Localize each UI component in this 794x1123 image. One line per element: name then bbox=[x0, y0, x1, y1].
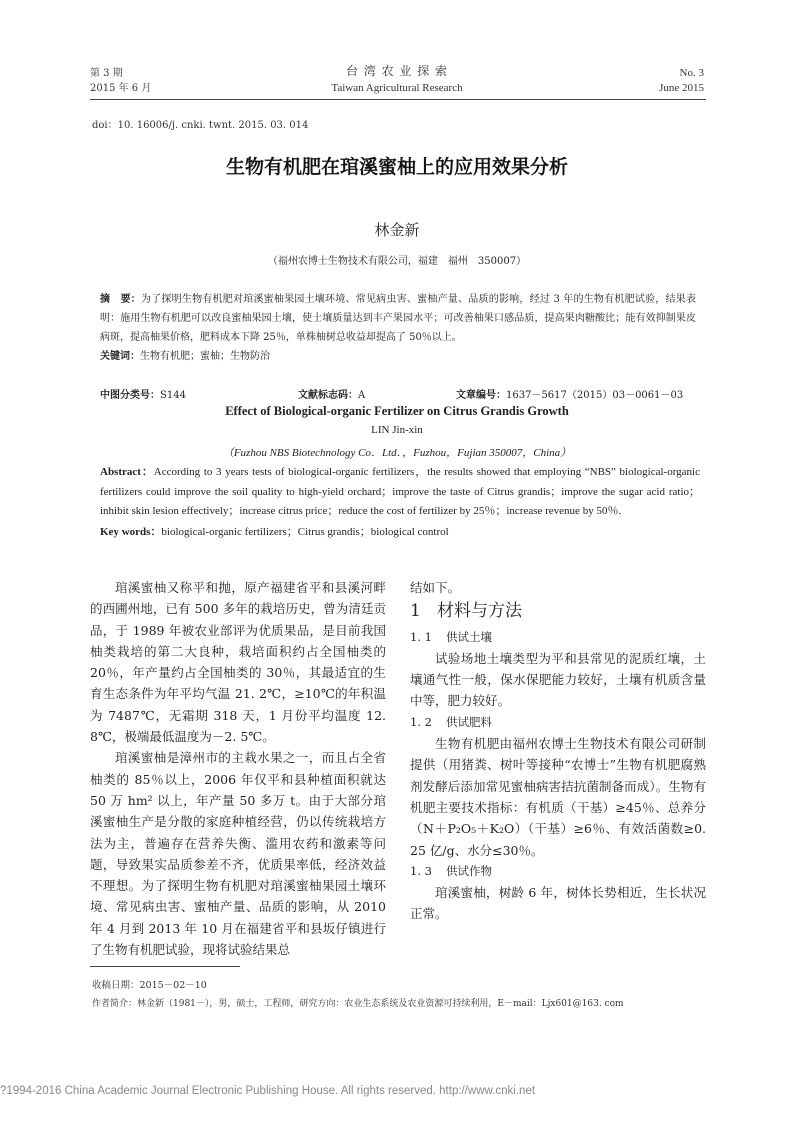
abstract-zh-text: 为了探明生物有机肥对琯溪蜜柚果园土壤环境、常见病虫害、蜜柚产量、品质的影响，经过 3 年的生物有机肥试验，结果表明：施用生物有机肥可以改良蜜柚果园土壤，使土壤质量达到丰产果园水平；可改善柚果口感品质，提高果肉糖酸比；能有效抑制果皮病斑，提高柚果价格，肥料成本下降 25％，单株柚树总收益却提高了 50％以上。 bbox=[100, 294, 696, 343]
paragraph: 琯溪蜜柚，树龄 6 年，树体长势相近，生长状况正常。 bbox=[410, 885, 706, 922]
author-info: 作者简介：林金新（1981－），男，硕士，工程师，研究方向：农业生态系统及农业资源可持续利用，E－mail：Ljx601@163. com bbox=[92, 999, 624, 1009]
abstract-en-label: Abstract： bbox=[100, 466, 154, 478]
keywords-en bbox=[100, 523, 700, 543]
paragraph: 试验场地土壤类型为平和县常见的泥质红壤，土壤通气性一般，保水保肥能力较好，土壤有机质含量中等，肥力较好。 bbox=[410, 650, 706, 709]
issue-number-en: No. 3 bbox=[679, 67, 704, 79]
abstract-en bbox=[100, 463, 700, 542]
journal-name-en: Taiwan Agricultural Research bbox=[331, 82, 463, 94]
keywords-zh-label: 关键词： bbox=[100, 351, 140, 362]
issue-number: 第 3 期 bbox=[90, 68, 123, 79]
clc-value: S144 bbox=[160, 390, 186, 401]
body-left-column bbox=[90, 577, 386, 960]
keywords-en-text: biological-organic fertilizers；Citrus grandis；biological control bbox=[161, 525, 449, 538]
subsection-heading bbox=[410, 861, 706, 882]
issue-date: 2015 年 6 月 bbox=[90, 83, 152, 94]
journal-name-zh: 台 湾 农 业 探 索 bbox=[345, 64, 449, 78]
abstract-zh bbox=[100, 290, 696, 366]
keywords-en-label: Key words： bbox=[100, 525, 162, 538]
article-number bbox=[456, 386, 683, 401]
subsection-heading bbox=[410, 627, 706, 648]
body-right-column bbox=[410, 577, 706, 925]
paragraph: 琯溪蜜柚又称平和抛，原产福建省平和县溪河畔的西圃州地，已有 500 多年的栽培历史，曾为清廷贡品，于 1989 年被农业部评为优质果品，是目前我国柚类栽培的第二大良种，栽培面积约占全国柚类的 20％，年产量约占全国柚类的 30％，其最适宜的生育生态条件为年平均气温 21. 2℃，≥10℃的年积温为 7487℃，无霜期 318 天，1 月份平均温度 12. 8℃，极端最低温度为－2. 5℃。 bbox=[90, 580, 386, 745]
clc-label: 中图分类号： bbox=[100, 390, 160, 401]
copyright-line: ?1994-2016 China Academic Journal Electronic Publishing House. All rights reserved. http://www.cnki.net bbox=[0, 1085, 536, 1097]
abstract-zh-label: 摘 要： bbox=[100, 294, 141, 305]
subsection-number: 1. 2 bbox=[410, 714, 432, 729]
subsection-heading bbox=[410, 712, 706, 733]
doc-code bbox=[298, 386, 365, 401]
doi: doi：10. 16006/j. cnki. twnt. 2015. 03. 014 bbox=[92, 120, 309, 131]
author-affiliation: （福州农博士生物技术有限公司，福建 福州 350007） bbox=[267, 256, 527, 267]
keywords-zh bbox=[100, 347, 696, 366]
subsection-title: 供试土壤 bbox=[445, 629, 492, 644]
paragraph: 琯溪蜜柚是漳州市的主栽水果之一，而且占全省柚类的 85％以上，2006 年仅平和县种植面积就达 50 万 hm² 以上，年产量 50 多万 t。由于大部分琯溪蜜柚生产是分散的家庭种植经营，仍以传统栽培方法为主，普遍存在营养失衡、滥用农药和激素等问题，导致果实品质参差不齐，优质果率低，经济效益不理想。为了探明生物有机肥对琯溪蜜柚果园土壤环境、常见病虫害、蜜柚产量、品质的影响，从 2010 年 4 月到 2013 年 10 月在福建省平和县坂仔镇进行了生物有机肥试验，现将试验结果总 bbox=[90, 750, 386, 958]
author-affiliation-en: （Fuzhou NBS Biotechnology Co．Ltd．，Fuzhou，Fujian 350007，China） bbox=[222, 447, 572, 459]
paragraph-continuation: 结如下。 bbox=[410, 580, 461, 595]
art-value: 1637－5617（2015）03－0061－03 bbox=[506, 390, 684, 401]
received-date: 收稿日期：2015－02－10 bbox=[92, 980, 207, 991]
header-rule bbox=[90, 99, 706, 100]
section-number: 1 bbox=[410, 601, 421, 622]
abstract-en-text: According to 3 years tests of biological-organic fertilizers，the results showed that employing “NBS” biological-organic fertilizers could improve the soil quality to high-yield orchard；improve the taste of Citrus grandis；improve the sugar acid ratio；inhibit skin lesion effectively；increase citrus price；reduce the cost of fertilizer by 25％；increase revenue by 50％. bbox=[100, 466, 700, 517]
paragraph: 生物有机肥由福州农博士生物技术有限公司研制提供（用猪粪、树叶等接种“农博士”生物有机肥腐熟剂发酵后添加常见蜜柚病害拮抗菌制备而成）。生物有机肥主要技术指标：有机质（干基）≥45％、总养分（N＋P₂O₅＋K₂O）（干基）≥6％、有效活菌数≥0. 25 亿/g、水分≤30％。 bbox=[410, 736, 706, 858]
subsection-title: 供试作物 bbox=[445, 863, 492, 878]
doc-label: 文献标志码： bbox=[298, 390, 358, 401]
author-name: 林金新 bbox=[374, 221, 420, 239]
doc-value: A bbox=[358, 390, 366, 401]
author-name-en: LIN Jin-xin bbox=[371, 424, 423, 436]
section-heading-1 bbox=[410, 601, 706, 622]
subsection-number: 1. 1 bbox=[410, 629, 432, 644]
article-title-en: Effect of Biological-organic Fertilizer on Citrus Grandis Growth bbox=[225, 404, 569, 418]
subsection-title: 供试肥料 bbox=[445, 714, 492, 729]
subsection-number: 1. 3 bbox=[410, 863, 432, 878]
art-label: 文章编号： bbox=[456, 390, 506, 401]
keywords-zh-text: 生物有机肥；蜜柚；生物防治 bbox=[140, 351, 270, 362]
footnote-rule bbox=[90, 966, 240, 967]
clc-number bbox=[100, 386, 186, 401]
issue-date-en: June 2015 bbox=[659, 82, 704, 94]
section-title: 材料与方法 bbox=[437, 601, 523, 622]
article-title: 生物有机肥在琯溪蜜柚上的应用效果分析 bbox=[225, 156, 568, 178]
